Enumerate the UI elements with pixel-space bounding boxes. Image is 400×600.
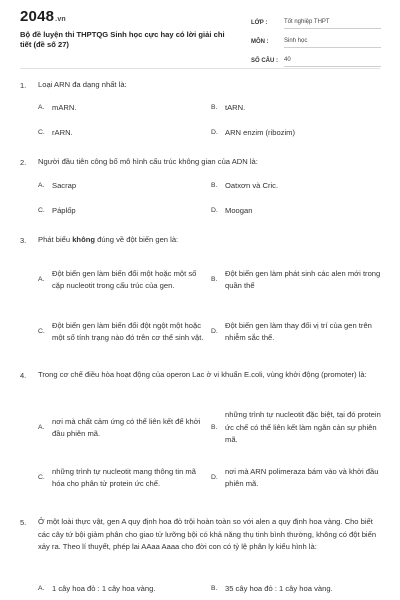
option-a[interactable] <box>38 583 206 596</box>
option-letter: B. <box>211 423 218 431</box>
option-letter: D. <box>211 129 218 136</box>
question-text-part: Phát biểu <box>38 235 73 244</box>
meta-row-class <box>251 10 381 29</box>
option-text: Đột biến gen làm biến đổi đột ngột một hoặc một số tính trạng nào đó trên cơ thể sinh vật. <box>52 320 204 342</box>
option-text: Oatxơn và Cric. <box>225 181 279 190</box>
meta-value: Sinh học <box>284 38 381 48</box>
question-number: 4. <box>20 371 27 380</box>
option-letter: A. <box>38 423 45 431</box>
option-text: ARN enzim (ribozim) <box>225 128 296 137</box>
question-text <box>38 234 383 247</box>
option-a[interactable] <box>38 180 198 193</box>
question-text: Người đầu tiên công bố mô hình cấu trúc không gian của ADN là: <box>38 157 258 166</box>
option-b[interactable] <box>211 408 383 448</box>
option-text: Moogan <box>225 206 253 215</box>
option-letter: C. <box>38 473 45 481</box>
option-text: Páplốp <box>52 206 76 215</box>
option-b[interactable] <box>211 583 383 596</box>
option-letter: D. <box>211 327 218 335</box>
option-text: tARN. <box>225 103 246 112</box>
option-text: Sacrap <box>52 181 77 190</box>
page-header <box>0 0 400 66</box>
option-letter: A. <box>38 275 45 283</box>
option-a[interactable] <box>38 260 206 300</box>
option-d[interactable] <box>211 458 383 498</box>
option-letter: A. <box>38 104 45 111</box>
option-b[interactable] <box>211 102 381 115</box>
header-divider <box>20 68 380 69</box>
option-d[interactable] <box>211 127 381 140</box>
option-letter: B. <box>211 275 218 283</box>
question-number: 2. <box>20 158 27 167</box>
option-letter: C. <box>38 327 45 335</box>
meta-row-count <box>251 48 381 67</box>
logo-suffix: .vn <box>55 16 66 23</box>
option-letter: A. <box>38 182 45 189</box>
option-text: những trình tự nucleotit mang thông tin mã hóa cho phân tử protein ức chế. <box>52 466 196 488</box>
option-c[interactable] <box>38 127 198 140</box>
option-letter: D. <box>211 473 218 481</box>
option-c[interactable] <box>38 458 206 498</box>
question-number: 1. <box>20 81 27 90</box>
option-b[interactable] <box>211 260 383 300</box>
meta-label: SỐ CÂU : <box>251 58 278 64</box>
option-letter: A. <box>38 585 45 592</box>
option-text: nơi mà chất cảm ứng có thể liên kết để khởi đầu phiên mã. <box>52 416 201 438</box>
option-text: những trình tự nucleotit đặc biệt, tại đó protein ức chế có thể liên kết làm ngăn cản sự phiên mã. <box>225 410 381 445</box>
logo-main: 2048 <box>20 8 55 25</box>
option-d[interactable] <box>211 205 381 218</box>
exam-meta <box>251 10 381 67</box>
option-c[interactable] <box>38 205 198 218</box>
meta-value: Tốt nghiệp THPT <box>284 19 381 29</box>
option-a[interactable] <box>38 408 206 448</box>
meta-row-subject <box>251 29 381 48</box>
document-title: Bộ đề luyện thi THPTQG Sinh học cực hay có lời giải chi tiết (đề số 27) <box>20 30 225 49</box>
meta-label: MÔN : <box>251 39 269 45</box>
question-text: Ở một loài thực vật, gen A quy định hoa đỏ trội hoàn toàn so với alen a quy định hoa vàng. Cho biết các cây tứ bội giảm phân cho giao tử lưỡng bội có khả năng thụ tinh bình thường, không có đột biến xảy ra. Theo lí thuyết, phép lai AAaa Aaaa cho đời con có tỷ lệ phân ly kiểu hình là: <box>38 517 377 551</box>
option-text: 35 cây hoa đỏ : 1 cây hoa vàng. <box>225 584 333 593</box>
option-c[interactable] <box>38 312 206 352</box>
option-text: Đột biến gen làm thay đổi vị trí của gen trên nhiễm sắc thể. <box>225 320 372 342</box>
option-letter: C. <box>38 129 45 136</box>
question-text: Trong cơ chế điều hòa hoạt động của operon Lac ở vi khuẩn E.coli, vùng khởi động (promoter) là: <box>38 370 367 379</box>
option-d[interactable] <box>211 312 383 352</box>
option-letter: B. <box>211 585 218 592</box>
option-text: nơi mà ARN polimeraza bám vào và khởi đầu phiên mã. <box>225 466 379 488</box>
option-a[interactable] <box>38 102 198 115</box>
meta-label: LỚP : <box>251 20 268 26</box>
question-number: 5. <box>20 518 27 527</box>
option-text: rARN. <box>52 128 73 137</box>
meta-value: 40 <box>284 57 381 67</box>
question-number: 3. <box>20 236 27 245</box>
option-letter: B. <box>211 182 218 189</box>
option-letter: C. <box>38 207 45 214</box>
option-text: 1 cây hoa đỏ : 1 cây hoa vàng. <box>52 584 156 593</box>
question-text-part: đúng về đột biến gen là: <box>94 235 179 244</box>
option-text: Đột biến gen làm biến đổi một hoặc một số cặp nucleotit trong cấu trúc của gen. <box>52 268 197 290</box>
option-text: mARN. <box>52 103 77 112</box>
option-b[interactable] <box>211 180 381 193</box>
option-letter: D. <box>211 207 218 214</box>
site-logo[interactable] <box>20 8 66 25</box>
option-letter: B. <box>211 104 218 111</box>
option-text: Đột biến gen làm phát sinh các alen mới trong quần thể <box>225 268 381 290</box>
question-text-emphasis: không <box>72 235 95 244</box>
question-text: Loại ARN đa dạng nhất là: <box>38 80 127 89</box>
